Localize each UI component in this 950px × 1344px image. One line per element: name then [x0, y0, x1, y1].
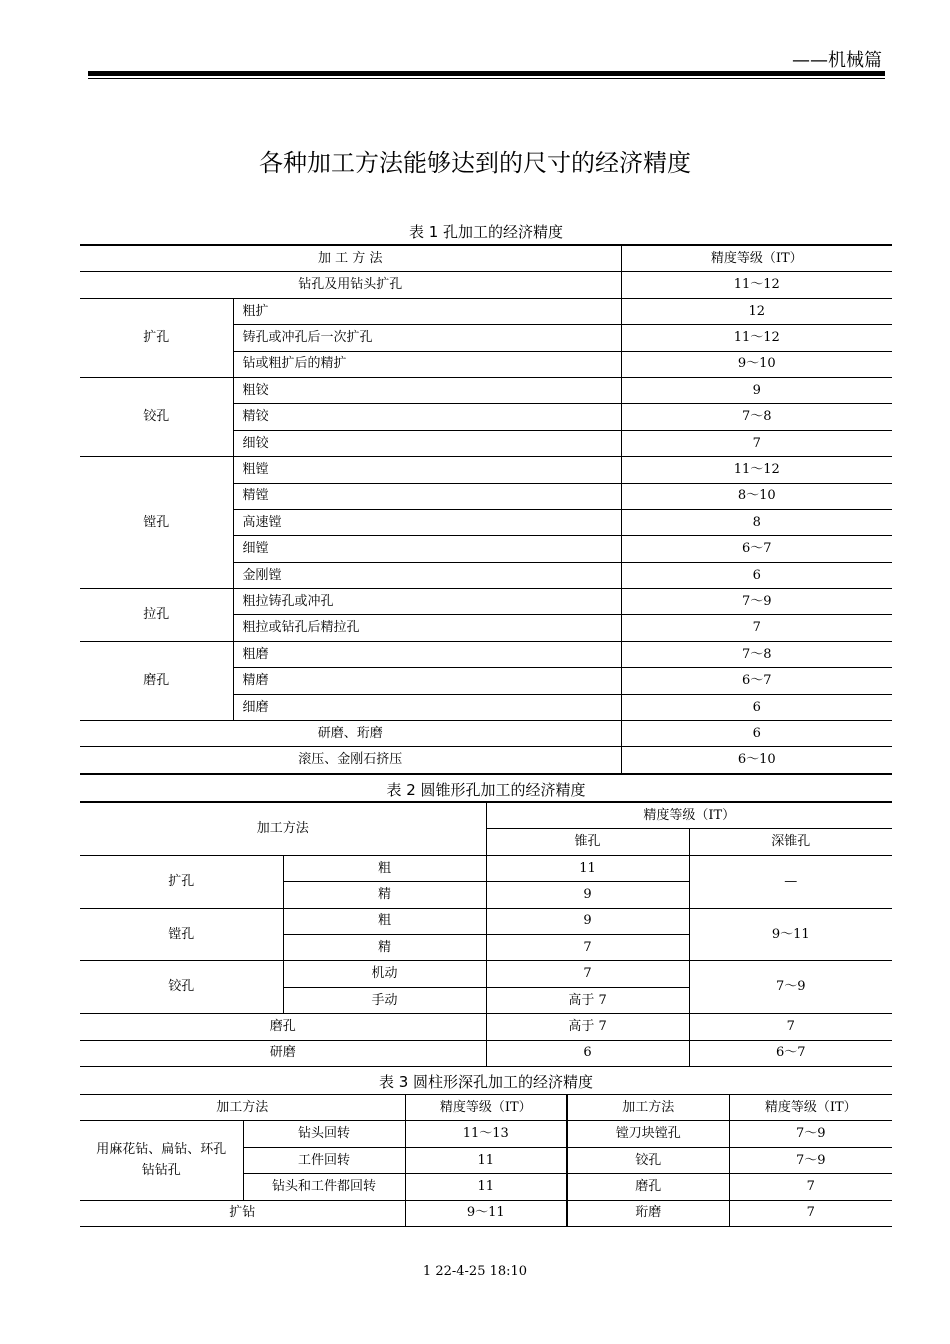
grade-cell: 7 — [729, 1200, 892, 1226]
header-grade: 精度等级（IT） — [729, 1095, 892, 1121]
sub-method-cell: 高速镗 — [233, 509, 621, 535]
deep-grade-cell: 7 — [689, 1014, 892, 1040]
group-cell: 磨孔 — [80, 641, 233, 720]
method-cell: 磨孔 — [80, 1014, 486, 1040]
table-row — [80, 961, 892, 987]
header-section-tag: ——机械篇 — [792, 50, 882, 71]
sub-method-cell: 钻头和工件都回转 — [243, 1174, 405, 1200]
group-cell: 扩孔 — [80, 298, 233, 377]
deep-grade-cell: 9～11 — [689, 908, 892, 961]
grade-cell: 6～7 — [621, 668, 892, 694]
grade-cell: 11～12 — [621, 325, 892, 351]
sub-method-cell: 细镗 — [233, 536, 621, 562]
table-row — [80, 457, 892, 483]
deep-grade-cell: 6～7 — [689, 1040, 892, 1066]
sub-method-cell: 粗铰 — [233, 377, 621, 403]
sub-method-cell: 粗拉或钻孔后精拉孔 — [233, 615, 621, 641]
sub-method-cell: 金刚镗 — [233, 562, 621, 588]
table-row — [80, 377, 892, 403]
sub-method-cell: 铸孔或冲孔后一次扩孔 — [233, 325, 621, 351]
group-cell: 铰孔 — [80, 377, 233, 456]
cone-grade-cell: 11 — [486, 855, 689, 881]
header-grade: 精度等级（IT） — [621, 245, 892, 272]
sub-method-cell: 粗 — [283, 908, 486, 934]
group-cell: 镗孔 — [80, 457, 233, 589]
table-row — [80, 298, 892, 324]
method-cell: 钻孔及用钻头扩孔 — [80, 272, 621, 298]
sub-method-cell: 钻或粗扩后的精扩 — [233, 351, 621, 377]
table1-hole-machining — [80, 244, 892, 775]
cone-grade-cell: 9 — [486, 908, 689, 934]
header-method: 加工方法 — [80, 1095, 405, 1121]
sub-method-cell: 细磨 — [233, 694, 621, 720]
grade-cell: 7 — [621, 430, 892, 456]
method-cell: 研磨、珩磨 — [80, 721, 621, 747]
sub-method-cell: 精 — [283, 882, 486, 908]
sub-method-cell: 工件回转 — [243, 1147, 405, 1173]
table-row — [80, 272, 892, 298]
method-cell: 扩钻 — [80, 1200, 405, 1226]
group-cell: 扩孔 — [80, 855, 283, 908]
grade-cell: 11～13 — [405, 1121, 567, 1147]
header-cone: 锥孔 — [486, 829, 689, 855]
sub-method-cell: 粗 — [283, 855, 486, 881]
table-row — [80, 721, 892, 747]
table-row — [80, 1121, 892, 1147]
grade-cell: 11 — [405, 1174, 567, 1200]
grade-cell: 7～9 — [621, 589, 892, 615]
table3-deep-hole-machining — [80, 1094, 892, 1227]
method-cell: 镗刀块镗孔 — [567, 1121, 729, 1147]
cone-grade-cell: 6 — [486, 1040, 689, 1066]
grade-cell: 7～9 — [729, 1147, 892, 1173]
table-header-row — [80, 245, 892, 272]
deep-grade-cell: — — [689, 855, 892, 908]
page-title: 各种加工方法能够达到的尺寸的经济精度 — [259, 149, 691, 177]
grade-cell: 9 — [621, 377, 892, 403]
grade-cell: 6 — [621, 694, 892, 720]
grade-cell: 6 — [621, 562, 892, 588]
sub-method-cell: 粗拉铸孔或冲孔 — [233, 589, 621, 615]
grade-cell: 12 — [621, 298, 892, 324]
method-cell: 滚压、金刚石挤压 — [80, 747, 621, 774]
cone-grade-cell: 9 — [486, 882, 689, 908]
grade-cell: 7～8 — [621, 641, 892, 667]
sub-method-cell: 粗镗 — [233, 457, 621, 483]
sub-method-cell: 精镗 — [233, 483, 621, 509]
sub-method-cell: 手动 — [283, 987, 486, 1013]
grade-cell: 7 — [729, 1174, 892, 1200]
method-cell: 珩磨 — [567, 1200, 729, 1226]
grade-cell: 6～10 — [621, 747, 892, 774]
sub-method-cell: 细铰 — [233, 430, 621, 456]
header-rule-thin — [88, 78, 885, 79]
table-row — [80, 1200, 892, 1226]
grade-cell: 7～8 — [621, 404, 892, 430]
table-row — [80, 589, 892, 615]
table-row — [80, 855, 892, 881]
method-cell: 磨孔 — [567, 1174, 729, 1200]
table2-cone-hole-machining — [80, 801, 892, 1067]
cone-grade-cell: 7 — [486, 934, 689, 960]
table-row — [80, 1040, 892, 1066]
group-cell: 镗孔 — [80, 908, 283, 961]
sub-method-cell: 精铰 — [233, 404, 621, 430]
table-row — [80, 747, 892, 774]
table-row — [80, 908, 892, 934]
cone-grade-cell: 高于 7 — [486, 987, 689, 1013]
table-header-row — [80, 1095, 892, 1121]
grade-cell: 11～12 — [621, 457, 892, 483]
grade-cell: 8～10 — [621, 483, 892, 509]
sub-method-cell: 精磨 — [233, 668, 621, 694]
cone-grade-cell: 7 — [486, 961, 689, 987]
grade-cell: 11 — [405, 1147, 567, 1173]
header-grade: 精度等级（IT） — [405, 1095, 567, 1121]
sub-method-cell: 机动 — [283, 961, 486, 987]
header-grade: 精度等级（IT） — [486, 802, 892, 829]
group-label-line: 用麻花钻、扁钻、环孔 — [96, 1141, 227, 1157]
group-label-line: 钻钻孔 — [141, 1163, 181, 1179]
group-cell: 铰孔 — [80, 961, 283, 1014]
header-method: 加 工 方 法 — [80, 245, 621, 272]
method-cell: 铰孔 — [567, 1147, 729, 1173]
deep-grade-cell: 7～9 — [689, 961, 892, 1014]
group-cell: 拉孔 — [80, 589, 233, 642]
table-row — [80, 1014, 892, 1040]
header-method: 加工方法 — [567, 1095, 729, 1121]
table-row — [80, 641, 892, 667]
header-deep-cone: 深锥孔 — [689, 829, 892, 855]
group-cell — [80, 1121, 243, 1200]
table3-caption: 表 3 圆柱形深孔加工的经济精度 — [378, 1073, 594, 1091]
grade-cell: 9～11 — [405, 1200, 567, 1226]
page-footer: 1 22-4-25 18:10 — [422, 1264, 528, 1279]
header-method: 加工方法 — [80, 802, 486, 855]
grade-cell: 8 — [621, 509, 892, 535]
cone-grade-cell: 高于 7 — [486, 1014, 689, 1040]
grade-cell: 9～10 — [621, 351, 892, 377]
table1-caption: 表 1 孔加工的经济精度 — [408, 223, 564, 241]
table2-caption: 表 2 圆锥形孔加工的经济精度 — [386, 781, 586, 799]
sub-method-cell: 粗磨 — [233, 641, 621, 667]
sub-method-cell: 粗扩 — [233, 298, 621, 324]
grade-cell: 7 — [621, 615, 892, 641]
sub-method-cell: 精 — [283, 934, 486, 960]
header-rule — [88, 71, 885, 76]
grade-cell: 7～9 — [729, 1121, 892, 1147]
table-header-row — [80, 802, 892, 829]
grade-cell: 11～12 — [621, 272, 892, 298]
method-cell: 研磨 — [80, 1040, 486, 1066]
grade-cell: 6～7 — [621, 536, 892, 562]
sub-method-cell: 钻头回转 — [243, 1121, 405, 1147]
grade-cell: 6 — [621, 721, 892, 747]
